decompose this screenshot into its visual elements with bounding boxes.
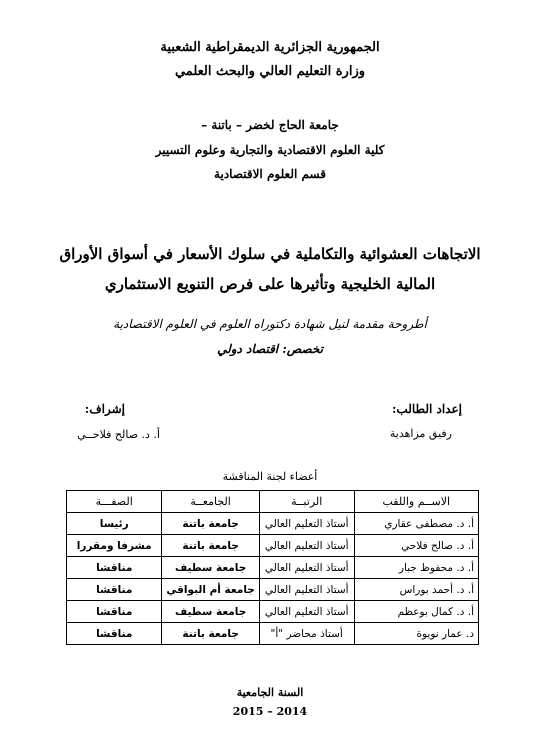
member-name: أ. د. مصطفى عقاري [354, 513, 478, 535]
table-row [67, 579, 479, 601]
department-name: قسم العلوم الاقتصادية [214, 167, 326, 181]
member-rank: أستاذ التعليم العالي [259, 557, 354, 579]
header-name: الاســم واللقب [354, 491, 478, 513]
member-name: أ. د. أحمد بوراس [354, 579, 478, 601]
member-name: أ. د. محفوظ جبار [354, 557, 478, 579]
member-rank: أستاذ التعليم العالي [259, 579, 354, 601]
academic-year-label: السنة الجامعية [236, 686, 304, 699]
committee-caption: أعضاء لجنة المناقشة [222, 470, 318, 483]
header-role: الصفـــة [67, 491, 162, 513]
thesis-title-line2: المالية الخليجية وتأثيرها على فرص التنويع الاستثماري [104, 275, 436, 293]
supervisor-name: أ. د. صالح فلاحــي [77, 428, 160, 441]
ministry-name: وزارة التعليم العالي والبحث العلمي [174, 64, 366, 79]
table-row [67, 623, 479, 645]
member-rank: أستاذ التعليم العالي [259, 513, 354, 535]
member-name: أ. د. كمال بوعظم [354, 601, 478, 623]
student-label: إعداد الطالب: [391, 402, 462, 416]
member-role: مناقشا [67, 601, 162, 623]
table-row [67, 513, 479, 535]
member-role: مناقشا [67, 579, 162, 601]
committee-table [66, 490, 479, 645]
member-rank: أستاذ التعليم العالي [259, 535, 354, 557]
member-name: د. عمار نويوة [354, 623, 478, 645]
republic-name: الجمهورية الجزائرية الديمقراطية الشعبية [160, 40, 380, 55]
faculty-name: كلية العلوم الاقتصادية والتجارية وعلوم التسيير [155, 143, 385, 157]
degree-statement: أطروحة مقدمة لنيل شهادة دكتوراه العلوم في العلوم الاقتصادية [113, 317, 427, 331]
specialty: تخصص: اقتصاد دولي [217, 342, 323, 356]
member-role: مناقشا [67, 557, 162, 579]
university-name: جامعة الحاج لخضر – باتنة – [201, 118, 339, 132]
student-name: رفيق مزاهدية [389, 427, 452, 440]
table-row [67, 557, 479, 579]
member-role: مشرفا ومقررا [67, 535, 162, 557]
member-rank: أستاذ التعليم العالي [259, 601, 354, 623]
member-university: جامعة باتنة [162, 535, 259, 557]
member-role: مناقشا [67, 623, 162, 645]
thesis-title-line1: الاتجاهات العشوائية والتكاملية في سلوك الأسعار في أسواق الأوراق [59, 245, 481, 263]
table-row [67, 601, 479, 623]
header-university: الجامعــة [162, 491, 259, 513]
table-row [67, 535, 479, 557]
supervisor-label: إشراف: [84, 402, 125, 416]
member-university: جامعة أم البواقي [162, 579, 259, 601]
academic-year-value: 2015 – 2014 [232, 705, 308, 718]
member-university: جامعة سطيف [162, 557, 259, 579]
member-rank: أستاذ محاضر "أ" [259, 623, 354, 645]
member-university: جامعة باتنة [162, 513, 259, 535]
member-role: رئيسا [67, 513, 162, 535]
header-rank: الرتبــة [259, 491, 354, 513]
member-university: جامعة سطيف [162, 601, 259, 623]
member-name: أ. د. صالح فلاحي [354, 535, 478, 557]
member-university: جامعة باتنة [162, 623, 259, 645]
committee-header-row [67, 491, 479, 513]
